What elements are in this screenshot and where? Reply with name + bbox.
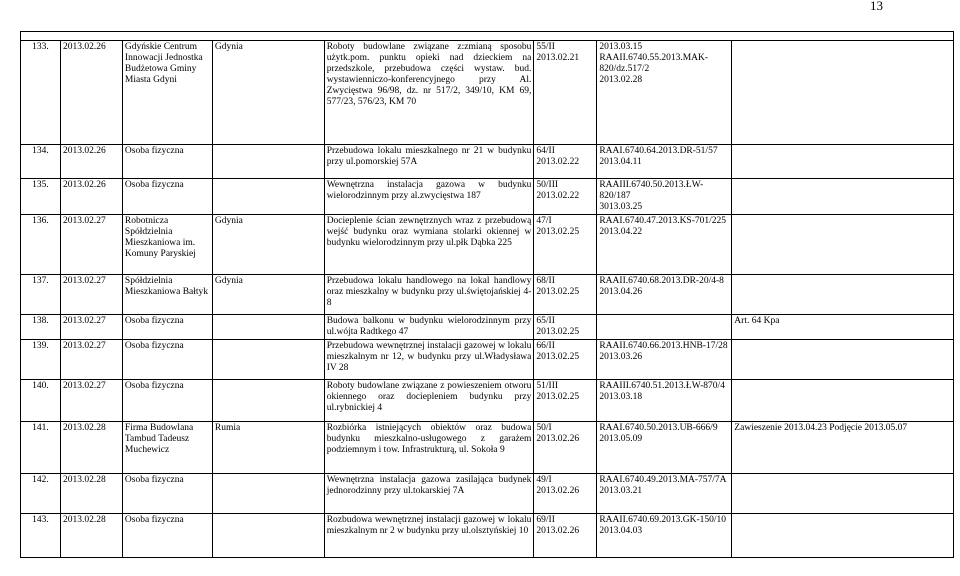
row-note	[732, 340, 954, 380]
row-place: Gdynia	[212, 215, 324, 275]
table-row	[21, 41, 954, 145]
row-note	[732, 179, 954, 215]
row-decision-date: 2013.05.09	[599, 434, 643, 444]
row-lp: 140.	[21, 380, 61, 422]
row-place: Gdynia	[212, 41, 324, 145]
row-applicant: Osoba fizyczna	[122, 145, 212, 179]
row-case	[534, 145, 597, 179]
row-case-number: 64/II	[536, 146, 555, 156]
row-decision-date: 2013.03.26	[599, 352, 643, 362]
row-case-date: 2013.02.25	[536, 327, 580, 337]
row-case	[534, 215, 597, 275]
row-case-date: 2013.02.26	[536, 486, 580, 496]
table-row	[21, 275, 954, 315]
row-note	[732, 41, 954, 145]
row-date: 2013.02.27	[60, 340, 122, 380]
row-case-number: 68/II	[536, 276, 555, 286]
row-case-date: 2013.02.26	[536, 434, 580, 444]
row-case-date: 2013.02.22	[536, 157, 580, 167]
row-lp: 135.	[21, 179, 61, 215]
row-case-number: 66/II	[536, 341, 555, 351]
row-description: Wewnętrzna instalacja gazowa w budynku wielorodzinnym przy al.zwycięstwa 187	[324, 179, 534, 215]
row-date: 2013.02.27	[60, 275, 122, 315]
row-place	[212, 315, 324, 340]
row-description: Rozbudowa wewnętrznej instalacji gazowej w lokalu mieszkalnym nr 2 w budynku przy ul.olsztyńskiej 10	[324, 514, 534, 558]
row-decision-date: 2013.04.22	[599, 227, 643, 237]
page-number: 13	[870, 0, 883, 13]
row-place	[212, 340, 324, 380]
table-row	[21, 340, 954, 380]
row-date: 2013.02.26	[60, 41, 122, 145]
row-date: 2013.02.27	[60, 380, 122, 422]
row-lp: 138.	[21, 315, 61, 340]
row-note	[732, 474, 954, 514]
row-decision	[597, 422, 732, 474]
row-date: 2013.02.28	[60, 422, 122, 474]
row-lp: 134.	[21, 145, 61, 179]
row-place: Rumia	[212, 422, 324, 474]
row-decision-number: RAAI.6740.47.2013.KS-701/225	[599, 216, 727, 226]
row-applicant: Osoba fizyczna	[122, 179, 212, 215]
row-case	[534, 422, 597, 474]
row-decision	[597, 340, 732, 380]
header-date: 2013.03.15	[599, 42, 643, 52]
row-note	[732, 514, 954, 558]
row-decision-date: 2013.03.21	[599, 486, 643, 496]
row-decision-number: RAAII.6740.55.2013.MAK-820/dz.517/2	[599, 53, 709, 74]
row-case	[534, 275, 597, 315]
row-decision-date: 2013.04.03	[599, 526, 643, 536]
row-case-number: 55/II	[536, 42, 555, 52]
row-decision	[597, 41, 732, 145]
row-applicant: Osoba fizyczna	[122, 514, 212, 558]
row-date: 2013.02.28	[60, 474, 122, 514]
row-description: Przebudowa lokalu mieszkalnego nr 21 w budynku przy ul.pomorskiej 57A	[324, 145, 534, 179]
table-row	[21, 514, 954, 558]
row-date: 2013.02.27	[60, 215, 122, 275]
row-decision-number: RAAIII.6740.51.2013.ŁW-870/4	[599, 381, 725, 391]
row-date: 2013.02.28	[60, 514, 122, 558]
row-case-date: 2013.02.22	[536, 191, 580, 201]
table-row	[21, 474, 954, 514]
row-case-number: 50/I	[536, 423, 552, 433]
row-case-number: 47/I	[536, 216, 552, 226]
row-case-number: 65/II	[536, 316, 555, 326]
row-place	[212, 380, 324, 422]
row-applicant: Osoba fizyczna	[122, 380, 212, 422]
row-applicant: Osoba fizyczna	[122, 474, 212, 514]
row-case	[534, 315, 597, 340]
row-decision-number: RAAI.6740.50.2013.UB-666/9	[599, 423, 718, 433]
row-applicant: Gdyńskie Centrum Innowacji Jednostka Budżetowa Gminy Miasta Gdyni	[122, 41, 212, 145]
row-decision	[597, 179, 732, 215]
row-decision	[597, 215, 732, 275]
row-decision-date: 2013.02.28	[599, 75, 643, 85]
row-description: Wewnętrzna instalacja gazowa zasilająca budynek jednorodzinny przy ul.tokarskiej 7A	[324, 474, 534, 514]
row-case	[534, 514, 597, 558]
row-decision-number: RAAIII.6740.50.2013.ŁW-820/187	[599, 180, 704, 201]
row-lp: 143.	[21, 514, 61, 558]
row-lp: 142.	[21, 474, 61, 514]
row-case	[534, 41, 597, 145]
table-row	[21, 422, 954, 474]
row-note: Art. 64 Kpa	[732, 315, 954, 340]
row-date: 2013.02.26	[60, 145, 122, 179]
row-description: Docieplenie ścian zewnętrznych wraz z przebudową wejść budynku oraz wymiana stolarki okiennej w budynku wielorodzinnym przy ul.płk Dąbka 225	[324, 215, 534, 275]
row-decision-number: RAAI.6740.49.2013.MA-757/7A	[599, 475, 727, 485]
row-decision-date: 2013.03.18	[599, 392, 643, 402]
row-decision-date: 2013.04.11	[599, 157, 642, 167]
row-case-number: 50/III	[536, 180, 559, 190]
row-case-number: 69/II	[536, 515, 555, 525]
row-note	[732, 145, 954, 179]
row-decision-number: RAAII.6740.66.2013.HNB-17/28	[599, 341, 728, 351]
row-lp: 141.	[21, 422, 61, 474]
table-row	[21, 380, 954, 422]
row-date: 2013.02.26	[60, 179, 122, 215]
table-row	[21, 179, 954, 215]
table-header-strip	[20, 31, 954, 40]
row-place	[212, 145, 324, 179]
row-lp: 136.	[21, 215, 61, 275]
row-case-number: 49/I	[536, 475, 552, 485]
row-place	[212, 474, 324, 514]
row-case-date: 2013.02.25	[536, 287, 580, 297]
row-description: Przebudowa wewnętrznej instalacji gazowej w lokalu mieszkalnym nr 12, w budynku przy ul.Władysława IV 28	[324, 340, 534, 380]
row-decision	[597, 474, 732, 514]
row-case-date: 2013.02.21	[536, 53, 580, 63]
table-row	[21, 315, 954, 340]
row-note: Zawieszenie 2013.04.23 Podjęcie 2013.05.07	[732, 422, 954, 474]
row-case	[534, 474, 597, 514]
row-description: Roboty budowlane związane z powieszeniem otworu okiennego oraz dociepleniem budynku przy ul.rybnickiej 4	[324, 380, 534, 422]
row-applicant: Spółdzielnia Mieszkaniowa Bałtyk	[122, 275, 212, 315]
row-case	[534, 340, 597, 380]
row-case-date: 2013.02.25	[536, 227, 580, 237]
row-decision	[597, 275, 732, 315]
row-case-date: 2013.02.25	[536, 392, 580, 402]
row-lp: 137.	[21, 275, 61, 315]
row-note	[732, 215, 954, 275]
row-applicant: Osoba fizyczna	[122, 340, 212, 380]
row-lp: 133.	[21, 41, 61, 145]
row-decision-number: RAAII.6740.68.2013.DR-20/4-8	[599, 276, 724, 286]
table-row	[21, 215, 954, 275]
row-description: Przebudowa lokalu handlowego na lokal handlowy oraz mieszkalny w budynku przy ul.świętojańskiej 4-8	[324, 275, 534, 315]
row-applicant: Firma Budowlana Tambud Tadeusz Muchewicz	[122, 422, 212, 474]
row-case	[534, 380, 597, 422]
permits-table	[20, 40, 954, 558]
row-note	[732, 380, 954, 422]
row-decision-number: RAAI.6740.64.2013.DR-51/57	[599, 146, 718, 156]
row-place	[212, 514, 324, 558]
row-decision	[597, 514, 732, 558]
row-description: Rozbiórka istniejących obiektów oraz budowa budynku mieszkalno-usługowego z garażem podziemnym i tow. Infrastrukturą, ul. Sokoła 9	[324, 422, 534, 474]
row-decision-number: RAAII.6740.69.2013.GK-150/10	[599, 515, 727, 525]
row-date: 2013.02.27	[60, 315, 122, 340]
row-description: Roboty budowlane związane z:zmianą sposobu użytk.pom. punktu opieki nad dzieckiem na przedszkole, przebudowa części wystaw. bud. wystawienniczo-konferencyjnego przy Al. Zwycięstwa 96/98, dz. nr 517/2, 349/10, KM 69, 577/23, 576/23, KM 70	[324, 41, 534, 145]
row-case-number: 51/III	[536, 381, 559, 391]
row-decision	[597, 145, 732, 179]
table-row	[21, 145, 954, 179]
row-applicant: Robotnicza Spółdzielnia Mieszkaniowa im. Komuny Paryskiej	[122, 215, 212, 275]
row-place	[212, 179, 324, 215]
row-place: Gdynia	[212, 275, 324, 315]
row-decision	[597, 315, 732, 340]
row-decision-date: 3013.03.25	[599, 202, 643, 212]
row-description: Budowa balkonu w budynku wielorodzinnym przy ul.wójta Radtkego 47	[324, 315, 534, 340]
row-decision	[597, 380, 732, 422]
row-case	[534, 179, 597, 215]
row-lp: 139.	[21, 340, 61, 380]
row-applicant: Osoba fizyczna	[122, 315, 212, 340]
row-note	[732, 275, 954, 315]
row-case-date: 2013.02.26	[536, 526, 580, 536]
row-decision-date: 2013.04.26	[599, 287, 643, 297]
row-case-date: 2013.02.25	[536, 352, 580, 362]
